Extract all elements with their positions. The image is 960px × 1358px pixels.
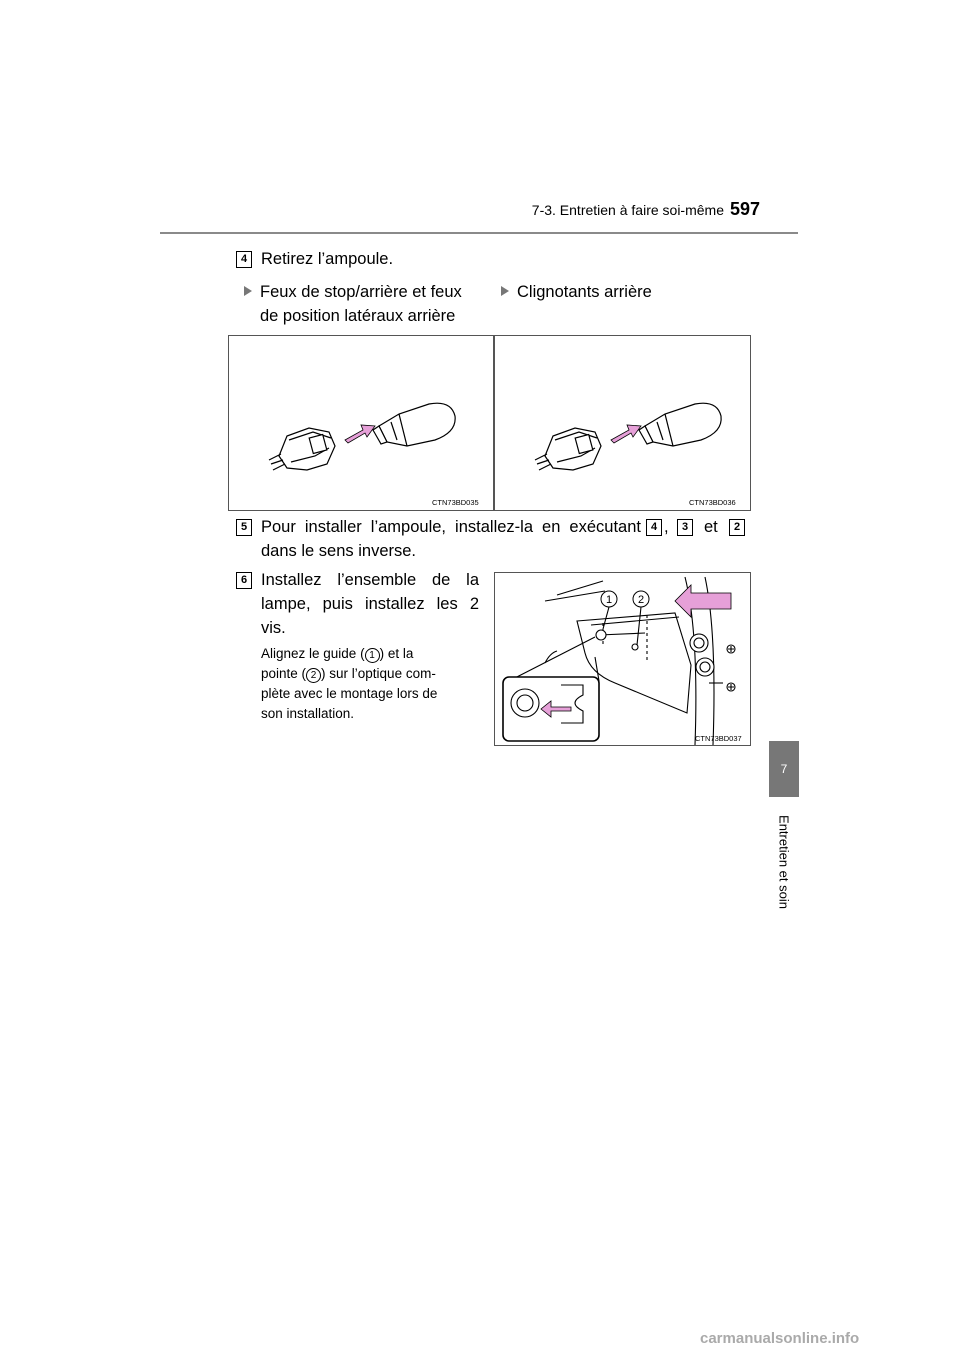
step-6-line1: Installez l’ensemble de la	[261, 571, 479, 589]
bullet-stop-lights: Feux de stop/arrière et feux	[244, 280, 484, 304]
note-line4: son installation.	[261, 706, 355, 721]
page-number: 597	[730, 199, 761, 219]
arrow-icon	[345, 425, 375, 443]
lamp-installation-illustration	[495, 573, 752, 747]
step-badge-6: 6	[236, 572, 252, 589]
watermark: carmanualsonline.info	[700, 1330, 860, 1347]
step-5-text: Pour installer l’ampoule, installez-la en exécutant	[261, 518, 641, 536]
svg-text:1: 1	[605, 594, 613, 606]
circle-number-1: 1	[365, 648, 380, 663]
svg-text:2: 2	[637, 594, 645, 606]
comma: ,	[664, 518, 669, 536]
chapter-label: Entretien et soin	[776, 815, 792, 909]
figure-code: CTN73BD037	[695, 734, 742, 743]
and-word: et	[704, 518, 718, 536]
bullet-turn-signals: Clignotants arrière	[501, 280, 652, 304]
step-6-line2: lampe, puis installez les 2	[261, 595, 479, 613]
step-6-line3: vis.	[261, 619, 286, 637]
ref-badge-2: 2	[729, 519, 745, 536]
note-line2: pointe ( 2 ) sur l’optique com-	[261, 666, 436, 681]
note-line1: Alignez le guide ( 1 ) et la	[261, 646, 414, 661]
step-5-text-line2: dans le sens inverse.	[261, 542, 417, 560]
triangle-bullet-icon	[501, 286, 509, 296]
ref-badge-3: 3	[677, 519, 693, 536]
circle-number-2: 2	[306, 668, 321, 683]
bulb-removal-illustration	[229, 336, 495, 512]
figure-bulb-stop	[228, 335, 494, 511]
ref-badge-4: 4	[646, 519, 662, 536]
bulb-removal-illustration	[495, 336, 752, 512]
chapter-tab: 7	[769, 741, 799, 797]
figure-bulb-turn	[494, 335, 751, 511]
figure-lamp-install	[494, 572, 751, 746]
arrow-icon	[611, 425, 641, 443]
note-line3: plète avec le montage lors de	[261, 686, 438, 701]
step-badge-4: 4	[236, 251, 252, 268]
step-badge-5: 5	[236, 519, 252, 536]
header-divider	[160, 232, 798, 234]
figure-code: CTN73BD036	[689, 498, 736, 507]
section-title: 7-3. Entretien à faire soi-même	[531, 202, 724, 218]
arrow-icon	[675, 585, 731, 617]
bullet-stop-lights-line2: de position latéraux arrière	[260, 307, 456, 325]
triangle-bullet-icon	[244, 286, 252, 296]
step-4-text: Retirez l’ampoule.	[261, 250, 394, 268]
figure-code: CTN73BD035	[432, 498, 479, 507]
